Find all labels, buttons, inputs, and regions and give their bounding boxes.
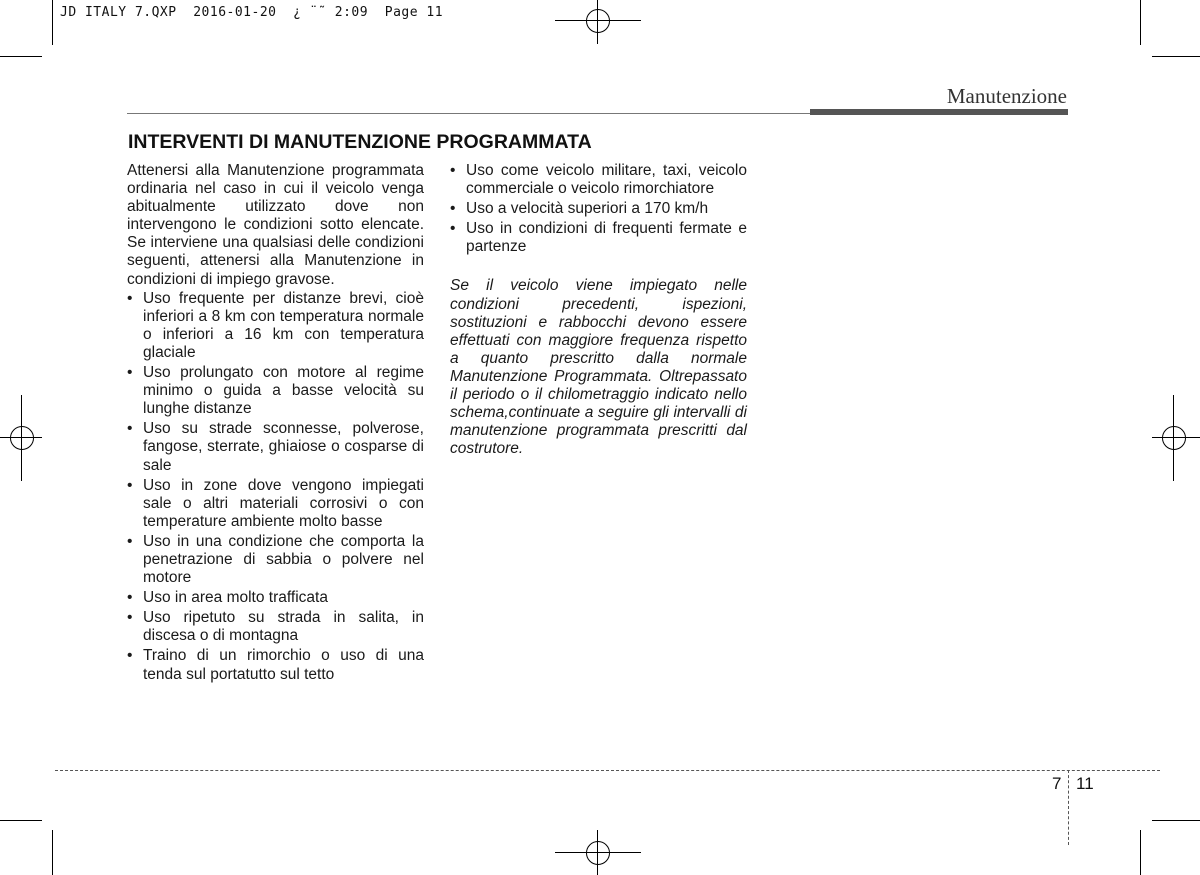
crop-mark — [52, 0, 53, 45]
bullet-icon: • — [127, 589, 133, 607]
list-item — [127, 290, 424, 362]
section-rule — [127, 113, 810, 114]
page-number: 11 — [1076, 774, 1094, 793]
list-item-text: Uso in area molto trafficata — [143, 589, 328, 607]
section-rule-accent — [810, 109, 1068, 115]
crop-mark — [1152, 56, 1200, 57]
registration-mark-icon — [1162, 426, 1186, 450]
list-item-text: Uso a velocità superiori a 170 km/h — [466, 200, 709, 218]
list-item-text: Uso in condizioni di frequenti fermate e partenze — [466, 220, 747, 256]
crop-mark — [1152, 820, 1200, 821]
intro-paragraph: Attenersi alla Manutenzione programmata ordinaria nel caso in cui il veicolo venga abitualmente utilizzato dove non intervengono le condizioni sotto elencate. Se interviene una qualsiasi delle condizioni seguenti, attenersi alla Manutenzione in condizioni di impiego gravose. — [127, 162, 424, 288]
bullet-icon: • — [127, 476, 133, 494]
print-slug: JD ITALY 7.QXP 2016-01-20 ¿ ¨˜ 2:09 Page 11 — [60, 5, 444, 20]
bullet-icon: • — [127, 609, 133, 627]
bullet-icon: • — [127, 289, 133, 307]
crop-mark — [52, 830, 53, 875]
registration-mark-icon — [586, 9, 610, 33]
list-item-text: Uso in una condizione che comporta la penetrazione di sabbia o polvere nel motore — [143, 532, 424, 587]
list-item — [450, 200, 747, 218]
list-item-text: Uso su strade sconnesse, polverose, fangose, sterrate, ghiaiose o cosparse di sale — [143, 420, 424, 474]
bullet-icon: • — [127, 532, 133, 550]
crop-mark — [0, 820, 42, 821]
registration-mark-icon — [555, 20, 641, 21]
registration-mark-icon — [1173, 395, 1174, 481]
list-item — [127, 420, 424, 474]
registration-mark-icon — [10, 426, 34, 450]
list-item-text: Uso prolungato con motore al regime minimo o guida a basse velocità su lunghe distanze — [143, 364, 424, 418]
footer-rule — [55, 770, 1160, 771]
list-item — [127, 533, 424, 587]
crop-mark — [0, 56, 42, 57]
list-item — [127, 609, 424, 645]
list-item — [450, 220, 747, 256]
list-item-text: Uso come veicolo militare, taxi, veicolo commerciale o veicolo rimorchiatore — [466, 162, 747, 198]
list-item-text: Uso frequente per distanze brevi, cioè inferiori a 8 km con temperatura normale o inferiori a 16 km con temperatura glaciale — [143, 289, 424, 361]
condition-list — [127, 290, 424, 684]
bullet-icon: • — [450, 220, 456, 238]
right-column — [450, 162, 747, 458]
crop-mark — [1140, 830, 1141, 875]
registration-mark-icon — [21, 395, 22, 481]
condition-list — [450, 162, 747, 256]
maintenance-note: Se il veicolo viene impiegato nelle condizioni precedenti, ispezioni, sostituzioni e rabbocchi devono essere effettuati con maggiore frequenza rispetto a quanto prescritto dalla normale Manutenzione Programmata. Oltrepassato il periodo o il chilometraggio indicato nello schema,continuate a seguire gli intervalli di manutenzione programmata prescritti dal costrutore. — [450, 277, 747, 458]
bullet-icon: • — [127, 364, 133, 382]
registration-mark-icon — [586, 841, 610, 865]
registration-mark-icon — [555, 852, 641, 853]
registration-mark-icon — [597, 0, 598, 44]
list-item-text: Uso ripetuto su strada in salita, in discesa o di montagna — [143, 609, 424, 645]
list-item-text: Uso in zone dove vengono impiegati sale o altri materiali corrosivi o con temperature ambiente molto basse — [143, 476, 424, 530]
bullet-icon: • — [127, 420, 133, 438]
left-column — [127, 162, 424, 686]
registration-mark-icon — [1152, 437, 1200, 438]
list-item — [127, 364, 424, 418]
page-number-divider — [1068, 770, 1069, 845]
page-heading: INTERVENTI DI MANUTENZIONE PROGRAMMATA — [128, 131, 592, 153]
crop-mark — [1140, 0, 1141, 45]
list-item — [127, 477, 424, 531]
registration-mark-icon — [0, 437, 42, 438]
list-item — [127, 589, 424, 607]
list-item — [450, 162, 747, 198]
list-item-text: Traino di un rimorchio o uso di una tenda sul portatutto sul tetto — [143, 647, 424, 683]
bullet-icon: • — [127, 647, 133, 665]
chapter-number: 7 — [1052, 774, 1062, 793]
section-title: Manutenzione — [946, 84, 1067, 108]
bullet-icon: • — [450, 200, 456, 218]
list-item — [127, 647, 424, 683]
bullet-icon: • — [450, 162, 456, 179]
